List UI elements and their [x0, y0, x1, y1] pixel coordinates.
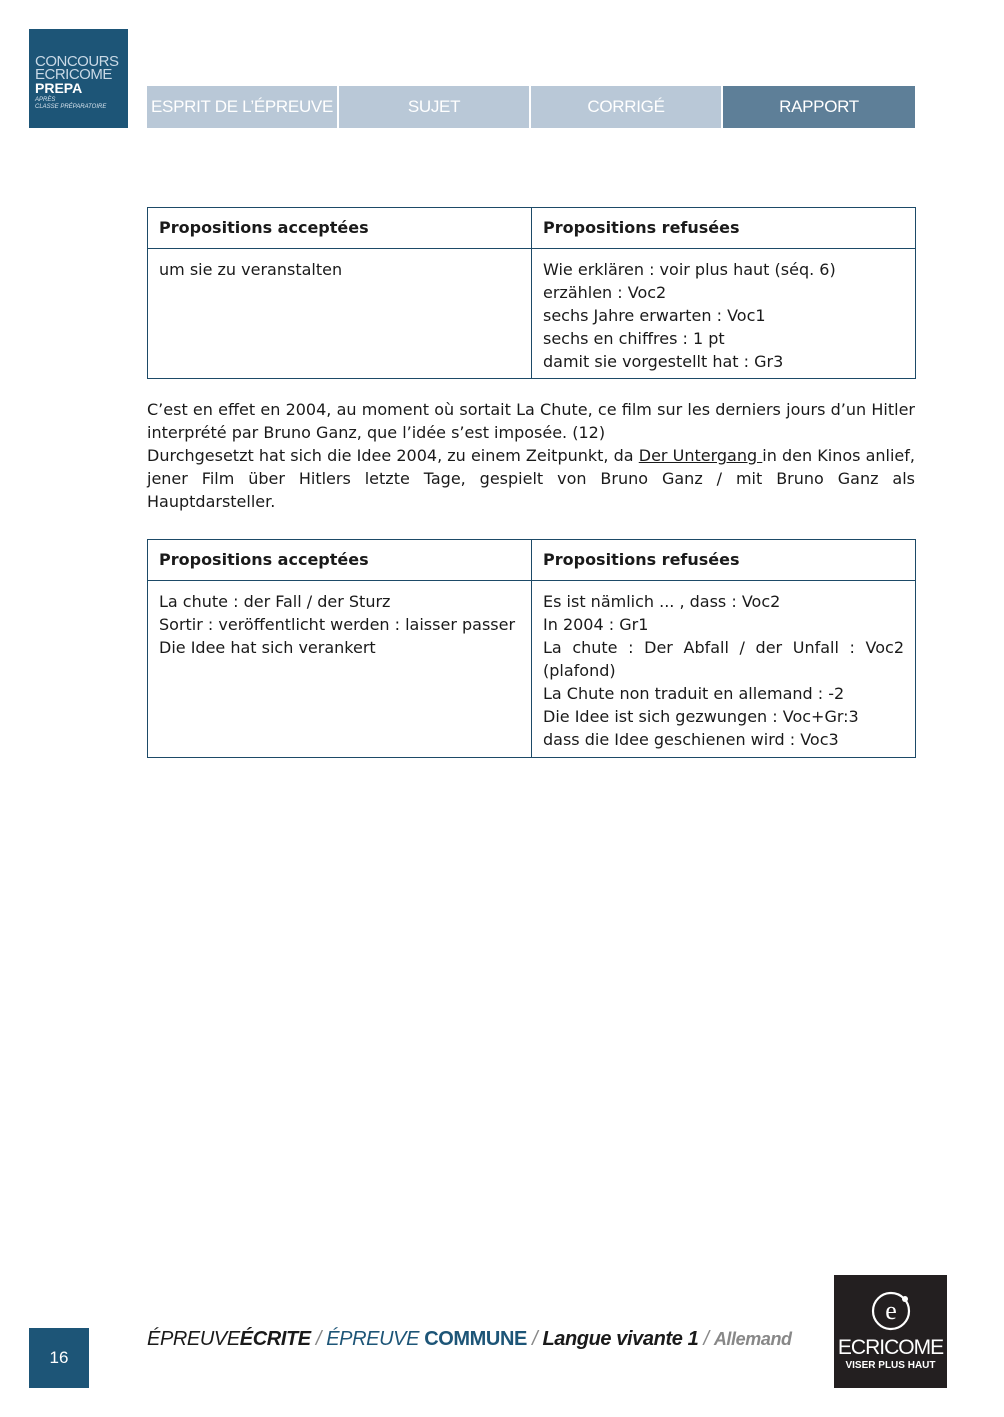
french-source-text: C’est en effet en 2004, au moment où sortait La Chute, ce film sur les derniers jours d’un Hitler interprété par Bruno Ganz, que l’idée s’est imposée. (12)	[147, 400, 915, 442]
refused-item: sechs en chiffres : 1 pt	[543, 329, 725, 348]
concours-ecricome-logo	[29, 29, 128, 128]
propositions-table-1	[147, 207, 916, 379]
refused-item: erzählen : Voc2	[543, 283, 667, 302]
page-number: 16	[29, 1328, 89, 1388]
header-accepted: Propositions acceptées	[148, 540, 532, 581]
propositions-table-2	[147, 539, 916, 758]
footer-epreuve: ÉPREUVE	[147, 1328, 240, 1350]
refused-item: In 2004 : Gr1	[543, 615, 649, 634]
logo-line-classe: CLASSE PRÉPARATOIRE	[35, 104, 107, 110]
refused-item: Die Idee ist sich gezwungen : Voc+Gr:3	[543, 707, 859, 726]
accepted-item: um sie zu veranstalten	[159, 260, 343, 279]
ecricome-e-icon	[869, 1289, 913, 1333]
tab-rapport[interactable]: RAPPORT	[723, 86, 915, 128]
logo-line-ecricome: ECRICOME	[35, 66, 112, 83]
table-header-row	[148, 208, 916, 249]
refused-item: damit sie vorgestellt hat : Gr3	[543, 352, 784, 371]
brand-name: ECRICOME	[837, 1336, 944, 1359]
accepted-item: La chute : der Fall / der Sturz	[159, 592, 391, 611]
logo-line-apres: APRÈS	[35, 97, 56, 103]
refused-cell	[532, 581, 916, 758]
refused-item: Es ist nämlich ... , dass : Voc2	[543, 592, 781, 611]
footer-ecrite: ÉCRITE	[239, 1328, 311, 1350]
german-translation-text	[147, 444, 915, 513]
refused-item: La Chute non traduit en allemand : -2	[543, 684, 845, 703]
header-refused: Propositions refusées	[532, 540, 916, 581]
german-text-underlined: Der Untergang	[638, 446, 763, 465]
table-row	[148, 581, 916, 758]
logo-line-concours: CONCOURS	[35, 53, 119, 70]
footer-epreuve-2: ÉPREUVE	[326, 1328, 420, 1350]
footer-separator: /	[698, 1328, 714, 1350]
footer-title	[147, 1325, 792, 1353]
brand-tagline: VISER PLUS HAUT	[845, 1360, 936, 1371]
accepted-item: Sortir : veröffentlicht werden : laisser passer	[159, 615, 516, 634]
header-refused: Propositions refusées	[532, 208, 916, 249]
footer-commune: COMMUNE	[424, 1328, 527, 1350]
section-tabs	[147, 86, 915, 128]
refused-item: La chute : Der Abfall / der Unfall : Voc2 (plafond)	[543, 638, 904, 680]
tab-sujet[interactable]: SUJET	[339, 86, 531, 128]
translation-paragraph	[147, 398, 915, 513]
refused-item: dass die Idee geschienen wird : Voc3	[543, 730, 839, 749]
accepted-cell	[148, 581, 532, 758]
header-accepted: Propositions acceptées	[148, 208, 532, 249]
footer-allemand: Allemand	[713, 1329, 792, 1349]
tab-esprit-epreuve[interactable]: ESPRIT DE L’ÉPREUVE	[147, 86, 339, 128]
accepted-cell	[148, 249, 532, 379]
footer-separator: /	[310, 1328, 327, 1350]
ecricome-letter: e	[885, 1296, 897, 1325]
refused-cell	[532, 249, 916, 379]
table-row	[148, 249, 916, 379]
german-text-after: in den Kinos anlief, jener Film über Hitlers letzte Tage, gespielt von Bruno Ganz / mit Bruno Ganz als Hauptdarsteller.	[147, 446, 915, 511]
footer-separator: /	[526, 1328, 543, 1350]
refused-item: Wie erklären : voir plus haut (séq. 6)	[543, 260, 836, 279]
refused-item: sechs Jahre erwarten : Voc1	[543, 306, 766, 325]
logo-line-prepa: PREPA	[35, 80, 83, 96]
accepted-item: Die Idee hat sich verankert	[159, 638, 376, 657]
ecricome-brand-logo	[834, 1275, 947, 1388]
footer-langue: Langue vivante 1	[542, 1328, 699, 1350]
table-header-row	[148, 540, 916, 581]
german-text-before: Durchgesetzt hat sich die Idee 2004, zu einem Zeitpunkt, da	[147, 446, 639, 465]
tab-corrige[interactable]: CORRIGÉ	[531, 86, 723, 128]
